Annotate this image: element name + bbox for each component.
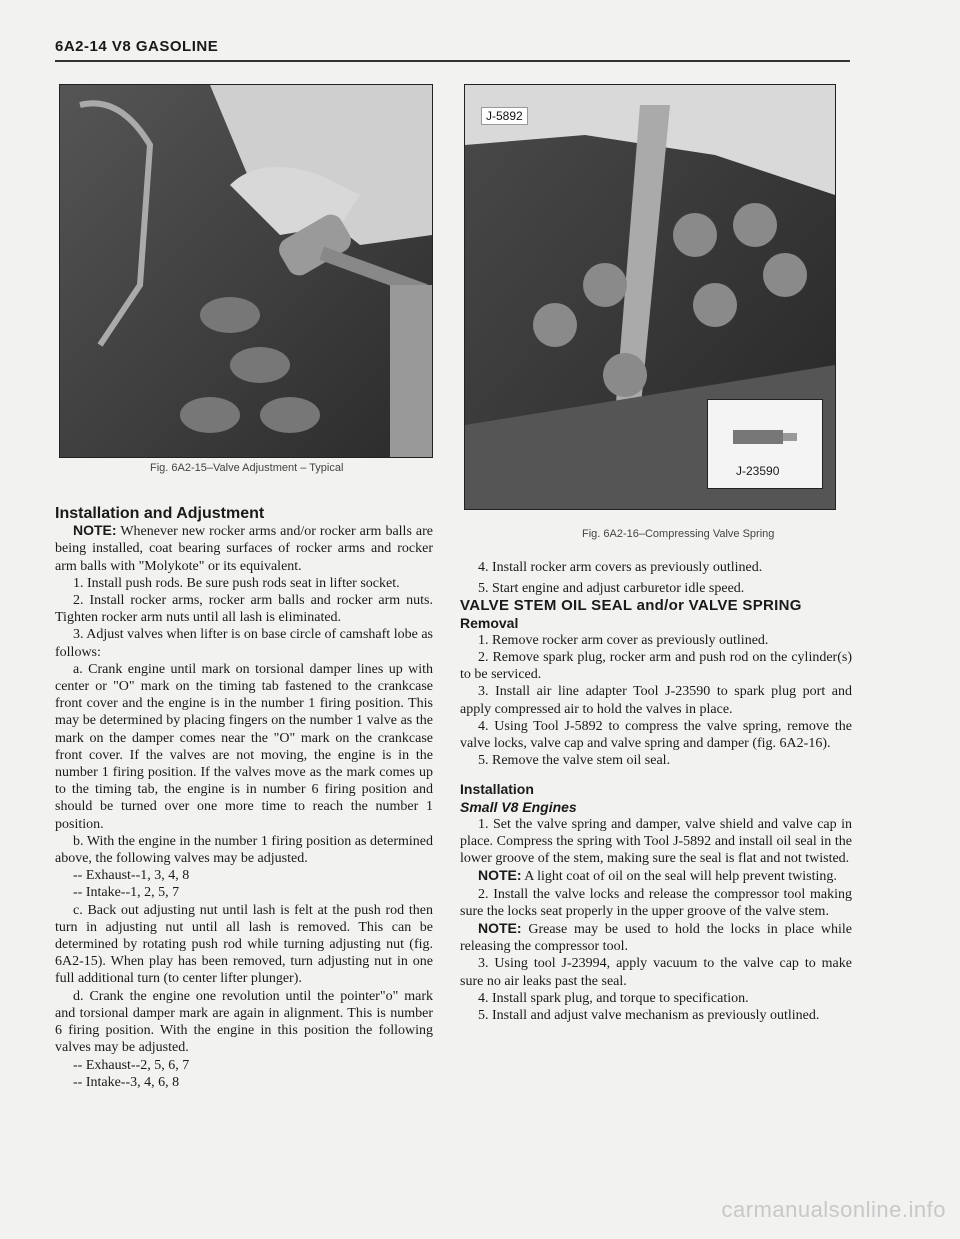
removal-step-5: 5. Remove the valve stem oil seal.: [478, 753, 671, 769]
step-4: 4. Install rocker arm covers as previously outlined.: [478, 560, 763, 575]
figure2-caption: Fig. 6A2-16–Compressing Valve Spring: [582, 528, 775, 540]
note-paragraph: [55, 522, 433, 575]
removal-step-2: 2. Remove spark plug, rocker arm and push rod on the cylinder(s) to be serviced.: [460, 650, 852, 683]
step-3b: b. With the engine in the number 1 firing position as determined above, the following valves may be adjusted.: [55, 833, 433, 867]
figure1-caption: Fig. 6A2-15–Valve Adjustment – Typical: [150, 462, 344, 474]
install-step-5: 5. Install and adjust valve mechanism as previously outlined.: [478, 1008, 820, 1024]
subheading-installation: Installation: [460, 781, 534, 798]
step-3b-exhaust: -- Exhaust--1, 3, 4, 8: [73, 868, 190, 884]
right-column: [460, 559, 852, 1024]
removal-step-4: 4. Using Tool J-5892 to compress the valve spring, remove the valve locks, valve cap and valve spring and damper (fig. 6A2-16).: [460, 718, 852, 752]
left-column: [55, 505, 433, 1091]
adapter-tool-inset: [707, 399, 823, 489]
note-text: Whenever new rocker arms and/or rocker arm balls are being installed, coat bearing surfaces of rocker arms and rocker arm balls with "Molykote" or its equivalent.: [55, 524, 433, 574]
figure-compressing-valve-spring-photo: [464, 84, 836, 510]
step-2: 2. Install rocker arms, rocker arm balls and rocker arm nuts. Tighten rocker arm nuts until all lash is eliminated.: [55, 593, 433, 626]
install-note-1-text: A light coat of oil on the seal will help prevent twisting.: [521, 869, 837, 885]
removal-step-3: 3. Install air line adapter Tool J-23590 to spark plug port and apply compressed air to hold the valves in place.: [460, 684, 852, 717]
valve-adjustment-illustration: [60, 85, 432, 457]
install-step-2: 2. Install the valve locks and release the compressor tool making sure the locks seat properly in the upper groove of the valve stem.: [460, 886, 852, 919]
install-note-2: [460, 920, 852, 955]
install-step-4: 4. Install spark plug, and torque to specification.: [478, 990, 749, 1006]
install-note-1-label: NOTE:: [478, 867, 522, 884]
step-3a: a. Crank engine until mark on torsional damper lines up with center or "O" mark on the timing tab fastened to the crankcase front cover and the engine is in the number 1 firing position. This may be determined by placing fingers on the number 1 valve as the mark on the damper comes near the "O" mark on the crankcase front cover. If the valves are not moving, the engine is in the number 1 firing position. If the valves move as the mark comes up to the timing tab, the engine is in number 6 firing position and should be turned over one more time to reach the number 1 position.: [55, 661, 433, 832]
header-rule: [55, 60, 850, 62]
figure-valve-adjustment-photo: [59, 84, 433, 458]
subheading-removal: Removal: [460, 614, 519, 631]
tool-label-j5892: J-5892: [481, 107, 528, 125]
step-3: 3. Adjust valves when lifter is on base circle of camshaft lobe as follows:: [55, 627, 433, 660]
removal-step-1: 1. Remove rocker arm cover as previously outlined.: [478, 632, 769, 648]
step-3d-exhaust: -- Exhaust--2, 5, 6, 7: [73, 1057, 190, 1073]
section-heading-valve-stem-oil-seal: VALVE STEM OIL SEAL and/or VALVE SPRING: [460, 597, 802, 615]
install-step-1: 1. Set the valve spring and damper, valve shield and valve cap in place. Compress the spring with Tool J-5892 and install oil seal in the lower groove of the stem, making sure the seal is flat and not twisted.: [460, 816, 852, 867]
step-1: 1. Install push rods. Be sure push rods seat in lifter socket.: [73, 575, 400, 591]
step-3d: d. Crank the engine one revolution until the pointer"o" mark and torsional damper mark are again in alignment. This is number 6 firing position. With the engine in this position the following valves may be adjusted.: [55, 988, 433, 1056]
install-step-3: 3. Using tool J-23994, apply vacuum to the valve cap to make sure no air leaks past the seal.: [460, 956, 852, 989]
install-note-2-label: NOTE:: [478, 920, 522, 937]
install-note-2-text: Grease may be used to hold the locks in place while releasing the compressor tool.: [460, 922, 852, 955]
step-3b-intake: -- Intake--1, 2, 5, 7: [73, 885, 180, 901]
adapter-tool-icon: [708, 400, 822, 460]
step-5: 5. Start engine and adjust carburetor idle speed.: [478, 581, 745, 597]
page-header: 6A2-14 V8 GASOLINE: [55, 38, 219, 55]
subheading-small-v8-engines: Small V8 Engines: [460, 798, 577, 815]
note-label: NOTE:: [73, 522, 117, 539]
step-3d-intake: -- Intake--3, 4, 6, 8: [73, 1074, 180, 1090]
watermark: carmanualsonline.info: [721, 1197, 946, 1222]
inset-label-j23590: J-23590: [736, 464, 780, 478]
install-note-1: [460, 867, 852, 885]
step-3c: c. Back out adjusting nut until lash is felt at the push rod then turn in adjusting nut until all lash is removed. This can be determined by rotating push rod while turning adjusting nut (fig. 6A2-15). When play has been removed, turn adjusting nut in one full additional turn (to center lifter plunger).: [55, 902, 433, 987]
section-heading-installation-adjustment: Installation and Adjustment: [55, 505, 265, 522]
